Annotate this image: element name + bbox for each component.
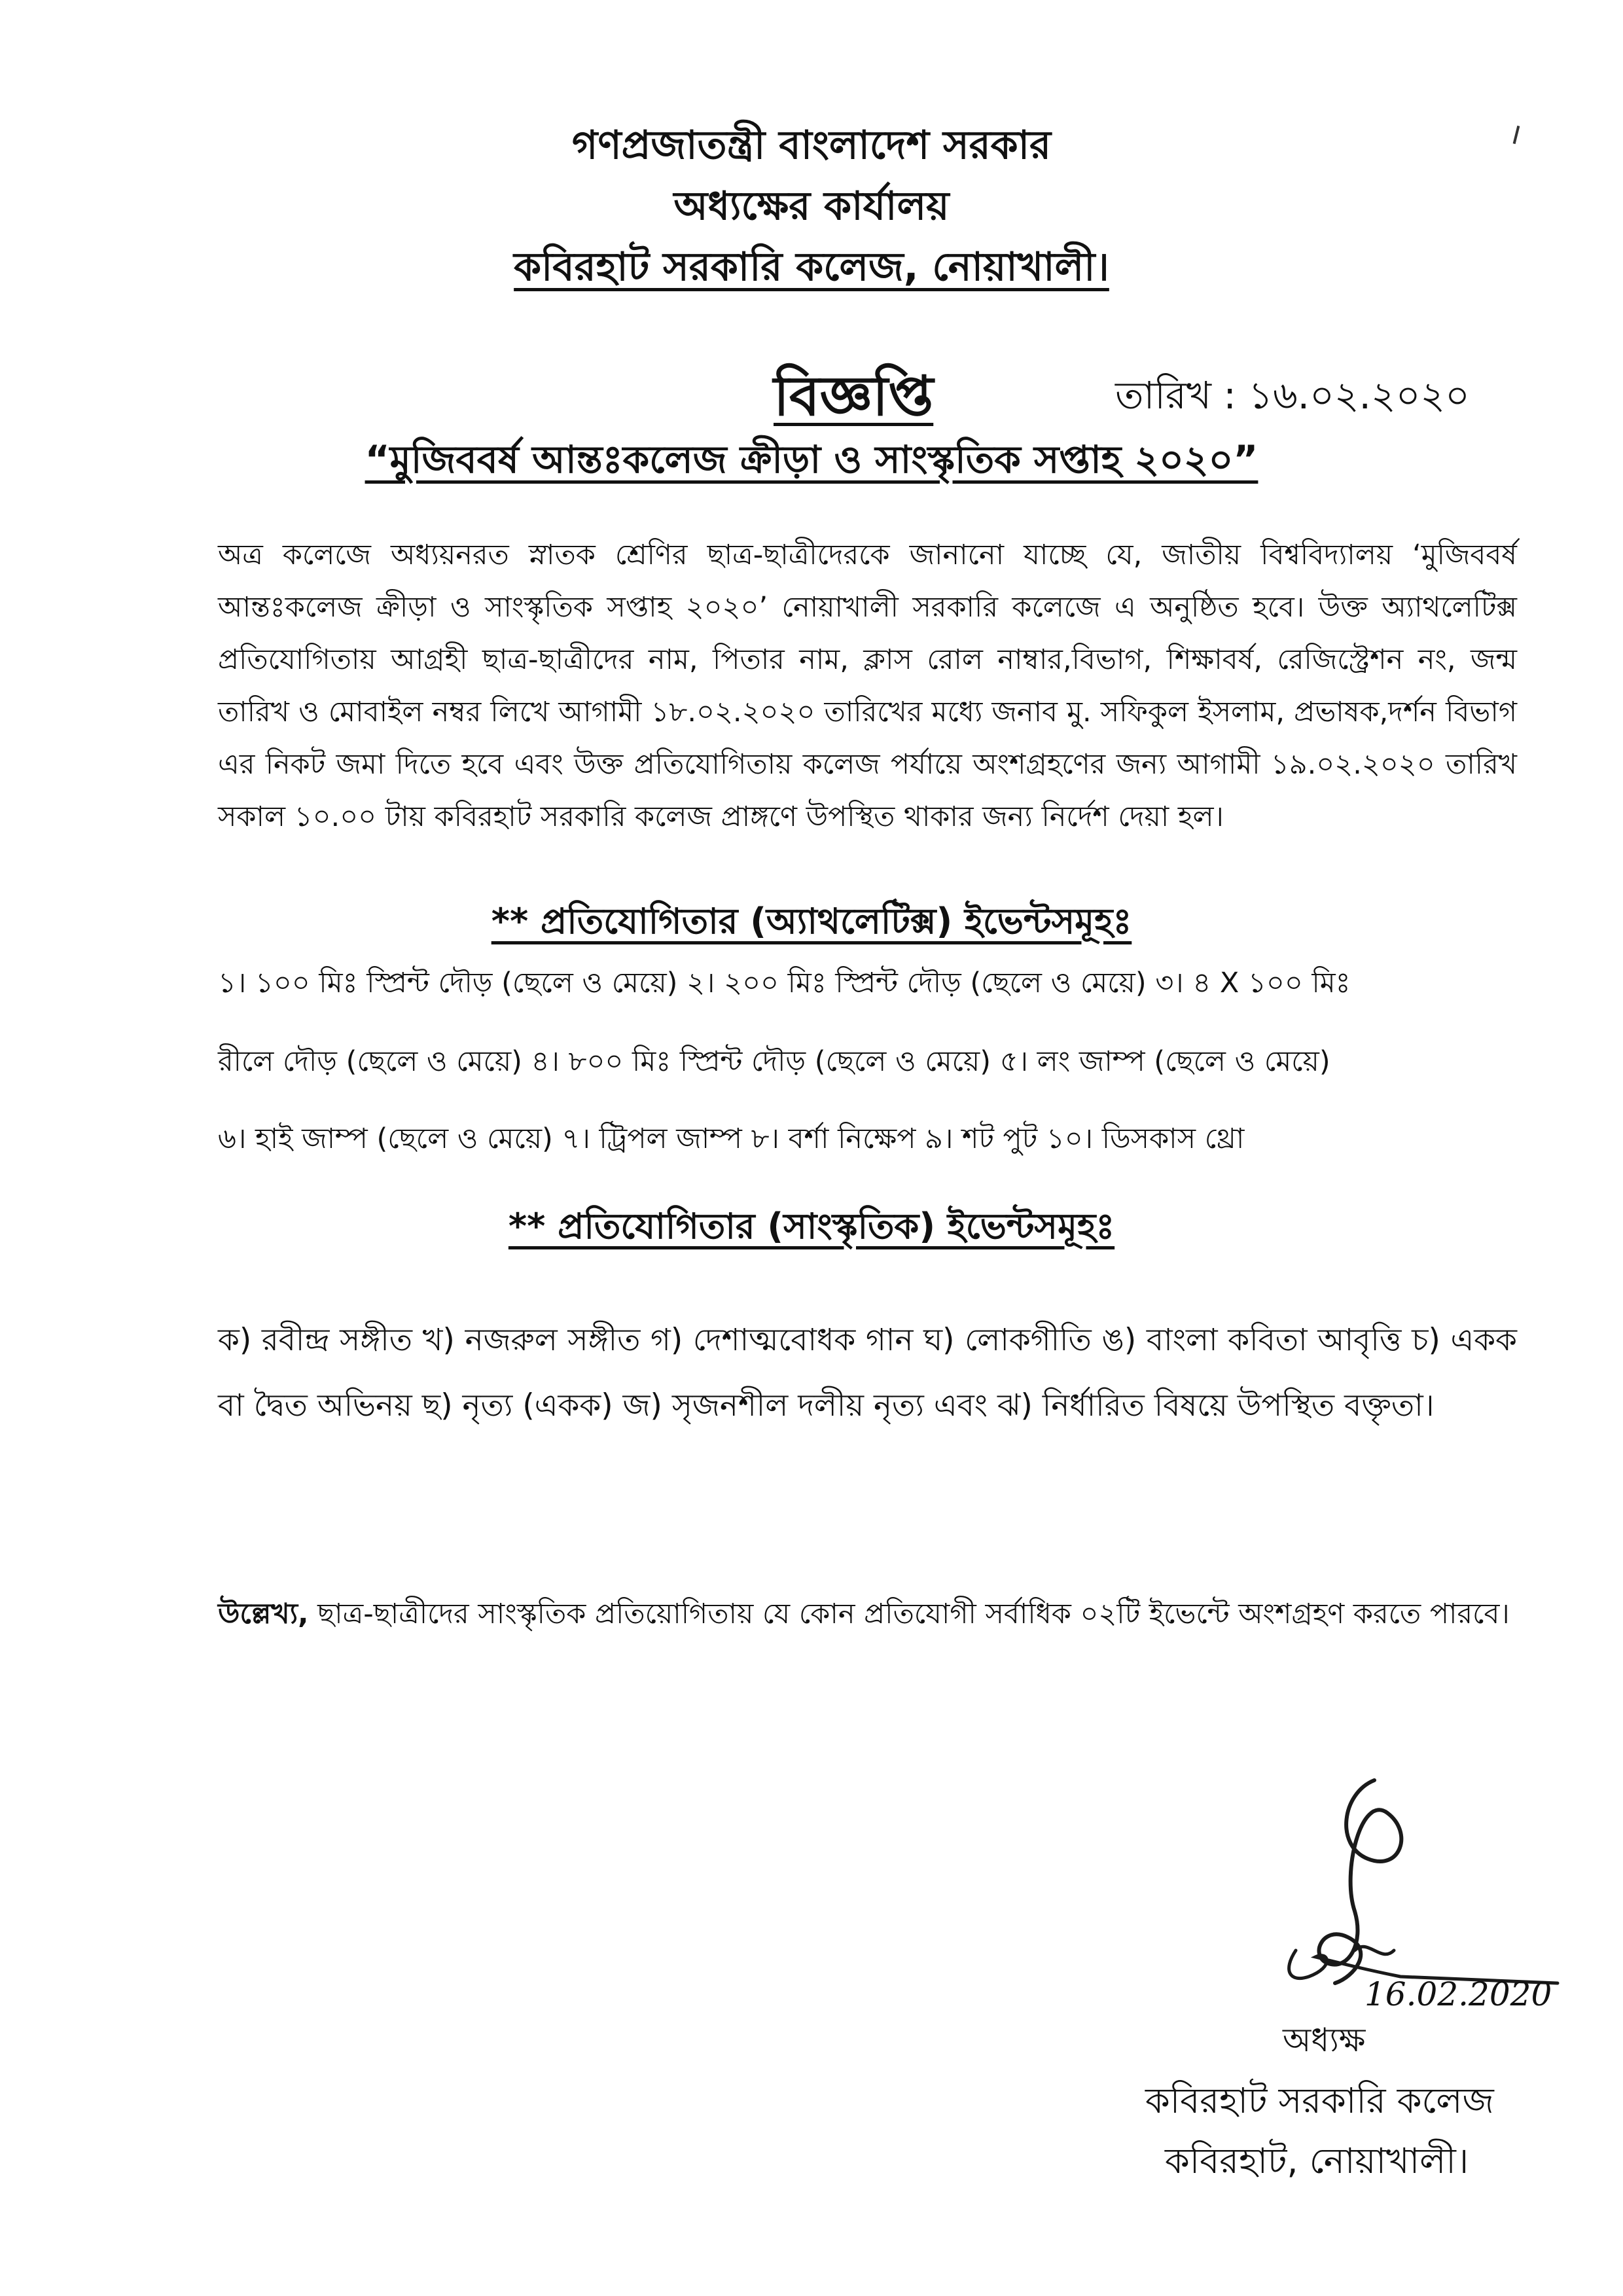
cultural-heading-wrap <box>0 1199 1623 1258</box>
athletics-events-line: ১। ১০০ মিঃ স্প্রিন্ট দৌড় (ছেলে ও মেয়ে) ২। ২০০ মিঃ স্প্রিন্ট দৌড় (ছেলে ও মেয়ে) ৩। ৪ X ১০০ মিঃ <box>218 967 1351 999</box>
notice-subject: “মুজিববর্ষ আন্তঃকলেজ ক্রীড়া ও সাংস্কৃতিক সপ্তাহ ২০২০” <box>365 437 1258 482</box>
body-paragraph: অত্র কলেজে অধ্যয়নরত স্নাতক শ্রেণির ছাত্র-ছাত্রীদেরকে জানানো যাচ্ছে যে, জাতীয় বিশ্ববিদ্যালয় ‘মুজিববর্ষ আন্তঃকলেজ ক্রীড়া ও সাংস্কৃতিক সপ্তাহ ২০২০’ নোয়াখালী সরকারি কলেজে এ অনুষ্ঠিত হবে। উক্ত অ্যাথলেটিক্স প্রতিযোগিতায় আগ্রহী ছাত্র-ছাত্রীদের নাম, পিতার নাম, ক্লাস রোল নাম্বার,বিভাগ, শিক্ষাবর্ষ, রেজিস্ট্রেশন নং, জন্ম তারিখ ও মোবাইল নম্বর লিখে আগামী ১৮.০২.২০২০ তারিখের মধ্যে জনাব মু. সফিকুল ইসলাম, প্রভাষক,দর্শন বিভাগ এর নিকট জমা দিতে হবে এবং উক্ত প্রতিযোগিতায় কলেজ পর্যায়ে অংশগ্রহণের জন্য আগামী ১৯.০২.২০২০ তারিখ সকাল ১০.০০ টায় কবিরহাট সরকারি কলেজ প্রাঙ্গণে উপস্থিত থাকার জন্য নির্দেশ দেয়া হল। <box>218 539 1517 833</box>
signatory-location: কবিরহাট, নোয়াখালী। <box>1165 2140 1469 2181</box>
athletics-heading-wrap <box>0 894 1623 953</box>
signatory-college: কবিরহাট সরকারি কলেজ <box>1145 2080 1494 2121</box>
subject-wrap <box>0 431 1623 494</box>
government-heading: গণপ্রজাতন্ত্রী বাংলাদেশ সরকার <box>572 122 1051 168</box>
office-heading: অধ্যক্ষের কার্যালয় <box>673 183 950 229</box>
note-label: উল্লেখ্য, <box>218 1598 309 1630</box>
athletics-heading: ** প্রতিযোগিতার (অ্যাথলেটিক্স) ইভেন্টসমূহঃ <box>491 901 1132 942</box>
athletics-events-line: রীলে দৌড় (ছেলে ও মেয়ে) ৪। ৮০০ মিঃ স্প্রিন্ট দৌড় (ছেলে ও মেয়ে) ৫। লং জাম্প (ছেলে ও মেয়ে) <box>218 1045 1330 1078</box>
cultural-events: ক) রবীন্দ্র সঙ্গীত খ) নজরুল সঙ্গীত গ) দেশাত্মবোধক গান ঘ) লোকগীতি ঙ) বাংলা কবিতা আবৃত্তি চ) একক বা দ্বৈত অভিনয় ছ) নৃত্য (একক) জ) সৃজনশীল দলীয় নৃত্য এবং ঝ) নির্ধারিত বিষয়ে উপস্থিত বক্তৃতা। <box>218 1322 1517 1424</box>
athletics-events-line: ৬। হাই জাম্প (ছেলে ও মেয়ে) ৭। ট্রিপল জাম্প ৮। বর্শা নিক্ষেপ ৯। শট পুট ১০। ডিসকাস থ্রো <box>218 1122 1245 1155</box>
college-heading-wrap <box>0 244 1623 290</box>
signature-date: 16.02.2020 <box>1364 1975 1552 2013</box>
note-paragraph <box>218 1584 1517 1644</box>
signatory-title: অধ্যক্ষ <box>1283 2021 1366 2059</box>
notice-date: তারিখ : ১৬.০২.২০২০ <box>1115 373 1470 418</box>
college-heading: কবিরহাট সরকারি কলেজ, নোয়াখালী। <box>514 244 1109 290</box>
notice-title: বিজ্ঞপ্তি <box>774 364 934 428</box>
note-text: ছাত্র-ছাত্রীদের সাংস্কৃতিক প্রতিয়োগিতায় যে কোন প্রতিযোগী সর্বাধিক ০২টি ইভেন্টে অংশগ্রহণ করতে পারবে। <box>308 1598 1510 1630</box>
cultural-heading: ** প্রতিযোগিতার (সাংস্কৃতিক) ইভেন্টসমূহঃ <box>508 1206 1115 1247</box>
